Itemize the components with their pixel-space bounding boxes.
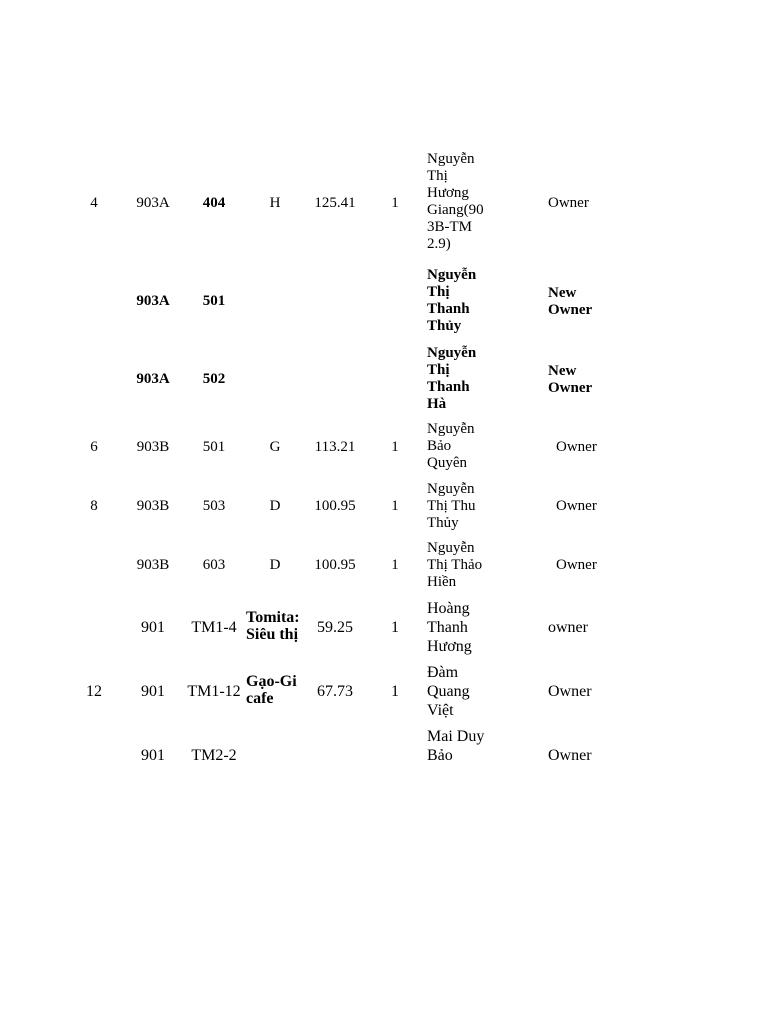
quantity-cell: 1 [391,195,399,211]
unit-cell: 502 [202,371,226,387]
owner-name-cell: Nguyễn Thị Thảo Hiền [427,540,483,590]
unit-cell: 503 [202,498,226,514]
area-cell: 67.73 [317,683,353,700]
owner-name-cell: Nguyễn Thị Thanh Hà [427,345,477,412]
status-cell: Owner [548,195,589,211]
quantity-cell: 1 [391,557,399,573]
type-cell: D [269,498,281,514]
type-cell: D [269,557,281,573]
owner-name-cell: Nguyễn Bảo Quyên [427,421,475,471]
status-cell: New Owner [548,285,593,318]
owner-name-cell: Đàm Quang Việt [427,664,470,719]
block-cell: 901 [141,747,165,764]
unit-cell: 404 [202,195,226,211]
status-cell: New Owner [548,363,593,396]
quantity-cell: 1 [391,439,399,455]
owner-name-cell: Hoàng Thanh Hương [427,600,472,655]
area-cell: 113.21 [314,439,356,455]
row-number: 12 [86,683,102,700]
block-cell: 901 [141,683,165,700]
status-cell: Owner [556,498,597,514]
quantity-cell: 1 [391,683,399,700]
owner-name-cell: Nguyễn Thị Hương Giang(90 3B-TM 2.9) [427,151,484,252]
row-number: 4 [90,195,98,211]
unit-cell: 603 [202,557,226,573]
quantity-cell: 1 [391,619,399,636]
block-cell: 903B [136,557,170,573]
status-cell: Owner [556,557,597,573]
block-cell: 903A [136,371,170,387]
type-cell: Gạo-Gi cafe [246,673,297,707]
area-cell: 125.41 [314,195,356,211]
block-cell: 903B [136,498,170,514]
status-cell: Owner [548,747,592,764]
block-cell: 903A [136,195,170,211]
unit-cell: TM1-4 [191,619,237,636]
block-cell: 903B [136,439,170,455]
block-cell: 901 [141,619,165,636]
row-number: 8 [90,498,98,514]
unit-cell: TM1-12 [187,683,241,700]
quantity-cell: 1 [391,498,399,514]
unit-cell: 501 [202,293,226,309]
status-cell: Owner [548,683,592,700]
owner-name-cell: Nguyễn Thị Thu Thủy [427,481,476,531]
area-cell: 59.25 [317,619,353,636]
type-cell: G [269,439,281,455]
area-cell: 100.95 [314,557,356,573]
status-cell: owner [548,619,588,636]
row-number: 6 [90,439,98,455]
owner-name-cell: Nguyễn Thị Thanh Thủy [427,267,477,334]
unit-cell: 501 [202,439,226,455]
type-cell: Tomita: Siêu thị [246,609,300,643]
status-cell: Owner [556,439,597,455]
block-cell: 903A [136,293,170,309]
owner-name-cell: Mai Duy Bảo [427,728,485,764]
type-cell: H [269,195,281,211]
unit-cell: TM2-2 [191,747,237,764]
area-cell: 100.95 [314,498,356,514]
